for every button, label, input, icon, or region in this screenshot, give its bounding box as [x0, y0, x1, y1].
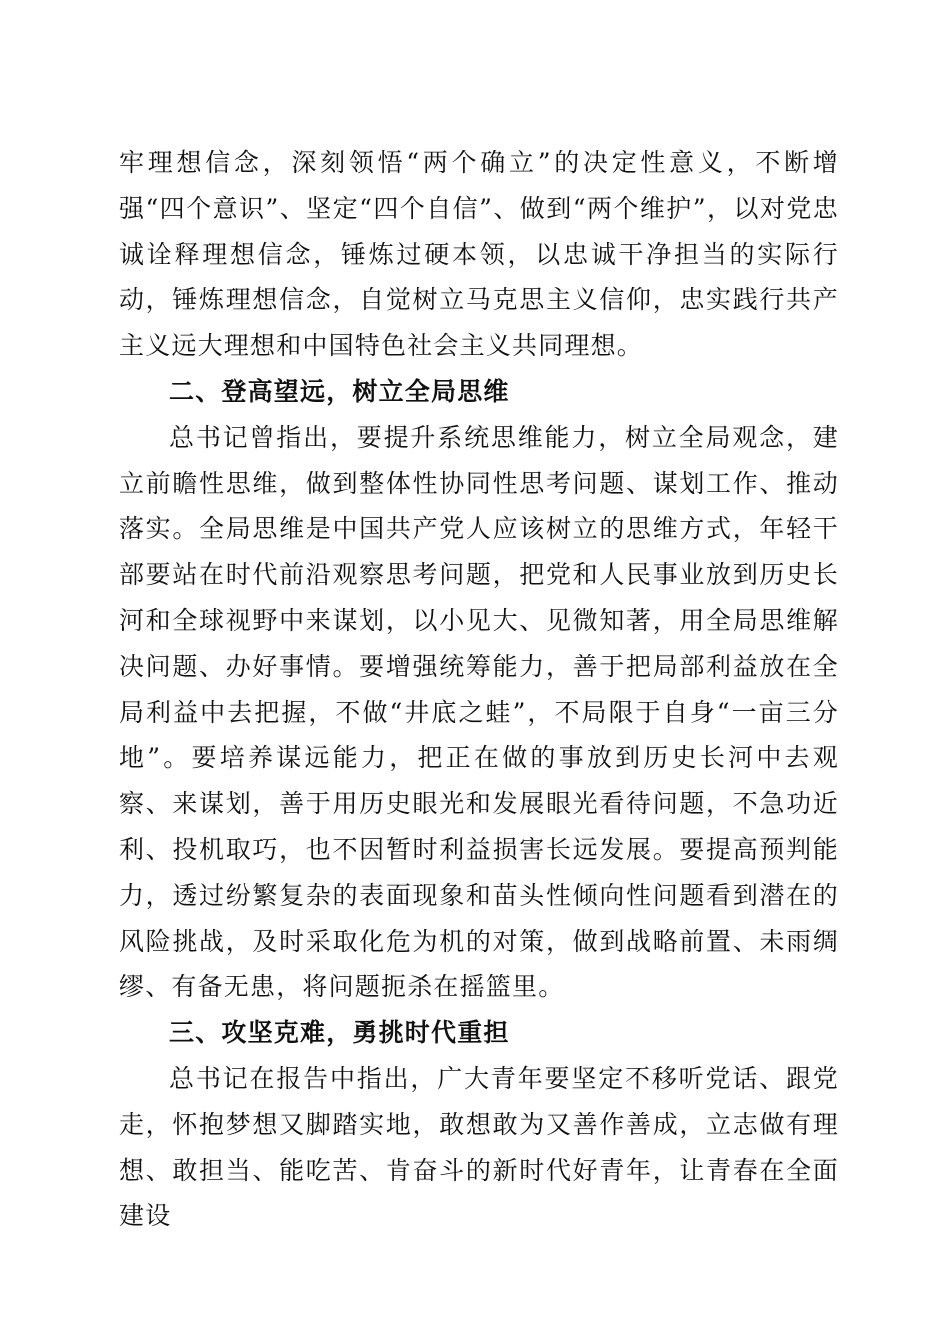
paragraph-ideals-continued: 牢理想信念，深刻领悟“两个确立”的决定性意义，不断增强“四个意识”、坚定“四个自信”、做到“两个维护”，以对党忠诚诠释理想信念，锤炼过硬本领，以忠诚干净担当的实际行动，锤炼理想信念，自觉树立马克思主义信仰，忠实践行共产主义远大理想和中国特色社会主义共同理想。 [119, 148, 839, 361]
document-body [119, 140, 839, 1239]
paragraph-overcome-difficulties: 总书记在报告中指出，广大青年要坚定不移听党话、跟党走，怀抱梦想又脚踏实地，敢想敢为又善作善成，立志做有理想、敢担当、能吃苦、肯奋斗的新时代好青年，让青春在全面建设 [119, 1063, 839, 1231]
section-heading-2: 二、登高望远，树立全局思维 [169, 376, 510, 406]
paragraph-global-thinking: 总书记曾指出，要提升系统思维能力，树立全局观念，建立前瞻性思维，做到整体性协同性思考问题、谋划工作、推动落实。全局思维是中国共产党人应该树立的思维方式，年轻干部要站在时代前沿观察思考问题，把党和人民事业放到历史长河和全球视野中来谋划，以小见大、见微知著，用全局思维解决问题、办好事情。要增强统筹能力，善于把局部利益放在全局利益中去把握，不做“井底之蛙”，不局限于自身“一亩三分地”。要培养谋远能力，把正在做的事放到历史长河中去观察、来谋划，善于用历史眼光和发展眼光看待问题，不急功近利、投机取巧，也不因暂时利益损害长远发展。要提高预判能力，透过纷繁复杂的表面现象和苗头性倾向性问题看到潜在的风险挑战，及时采取化危为机的对策，做到战略前置、未雨绸缪、有备无患，将问题扼杀在摇篮里。 [119, 422, 839, 1002]
section-heading-3: 三、攻坚克难，勇挑时代重担 [169, 1018, 510, 1048]
